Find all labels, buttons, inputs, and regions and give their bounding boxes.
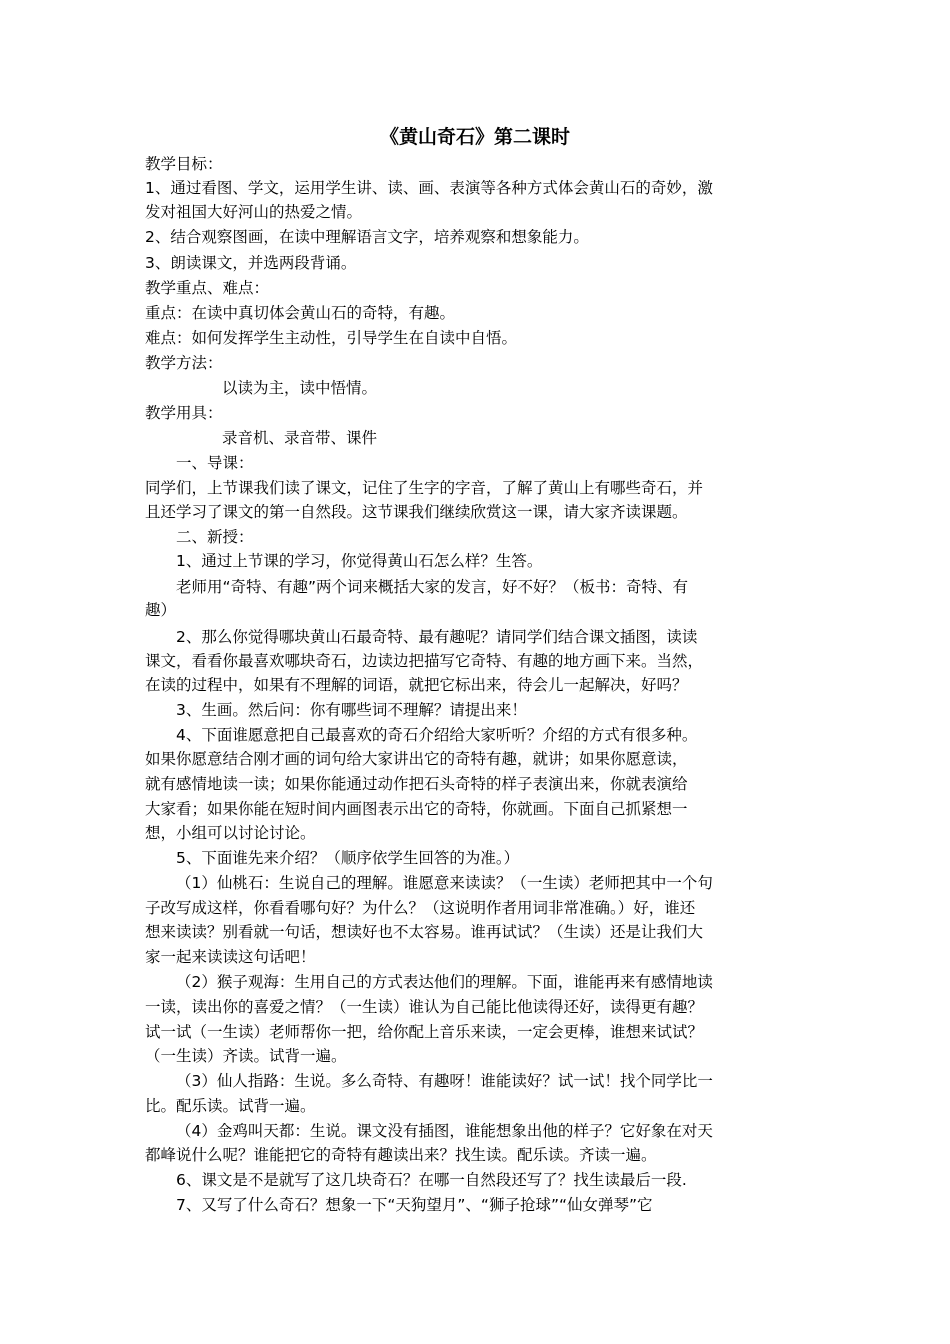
paragraph-line: 老师用“奇特、有趣”两个词来概括大家的发言，好不好？（板书：奇特、有 <box>176 578 689 596</box>
paragraph-line: 在读的过程中，如果有不理解的词语，就把它标出来，待会儿一起解决，好吗？ <box>145 676 688 694</box>
paragraph-line: 想来读读？别看就一句话，想读好也不太容易。谁再试试？（生读）还是让我们大 <box>145 923 704 941</box>
heading-teaching-tools: 教学用具： <box>145 404 223 422</box>
heading-teaching-method: 教学方法： <box>145 354 223 372</box>
paragraph-line: 1、通过看图、学文，运用学生讲、读、画、表演等各种方式体会黄山石的奇妙，激 <box>145 179 713 197</box>
paragraph-line: 3、生画。然后问：你有哪些词不理解？请提出来！ <box>176 701 527 719</box>
paragraph-line: 就有感情地读一读；如果你能通过动作把石头奇特的样子表演出来，你就表演给 <box>145 775 688 793</box>
paragraph-line: 难点：如何发挥学生主动性，引导学生在自读中自悟。 <box>145 329 518 347</box>
paragraph-line: 7、又写了什么奇石？想象一下“天狗望月”、“狮子抢球”“仙女弹琴”它 <box>176 1196 653 1214</box>
paragraph-line: （4）金鸡叫天都：生说。课文没有插图，谁能想象出他的样子？它好象在对天 <box>176 1122 713 1140</box>
paragraph-line: 录音机、录音带、课件 <box>222 429 378 447</box>
paragraph-line: 一读，读出你的喜爱之情？（一生读）谁认为自己能比他读得还好，读得更有趣？ <box>145 998 704 1016</box>
paragraph-line: （3）仙人指路：生说。多么奇特、有趣呀！谁能读好？试一试！找个同学比一 <box>176 1072 713 1090</box>
paragraph-line: 以读为主，读中悟情。 <box>222 379 378 397</box>
paragraph-line: 子改写成这样，你看看哪句好？为什么？（这说明作者用词非常准确。）好，谁还 <box>145 899 696 917</box>
paragraph-line: 课文，看看你最喜欢哪块奇石，边读边把描写它奇特、有趣的地方画下来。当然， <box>145 652 704 670</box>
paragraph-line: 1、通过上节课的学习，你觉得黄山石怎么样？生答。 <box>176 552 543 570</box>
paragraph-line: 想，小组可以讨论讨论。 <box>145 824 316 842</box>
paragraph-line: 4、下面谁愿意把自己最喜欢的奇石介绍给大家听听？介绍的方式有很多种。 <box>176 726 698 744</box>
paragraph-line: 趣） <box>145 601 177 619</box>
paragraph-line: 大家看；如果你能在短时间内画图表示出它的奇特，你就画。下面自己抓紧想一 <box>145 800 688 818</box>
paragraph-line: 同学们，上节课我们读了课文，记住了生字的字音，了解了黄山上有哪些奇石，并 <box>145 479 704 497</box>
paragraph-line: 如果你愿意结合刚才画的词句给大家讲出它的奇特有趣，就讲；如果你愿意读， <box>145 750 688 768</box>
section-heading-new-lesson: 二、新授： <box>176 528 254 546</box>
paragraph-line: 5、下面谁先来介绍？（顺序依学生回答的为准。） <box>176 849 520 867</box>
heading-teaching-goals: 教学目标： <box>145 155 223 173</box>
paragraph-line: 发对祖国大好河山的热爱之情。 <box>145 203 363 221</box>
paragraph-line: 比。配乐读。试背一遍。 <box>145 1097 316 1115</box>
document-title: 《黄山奇石》第二课时 <box>379 126 570 148</box>
paragraph-line: 6、课文是不是就写了这几块奇石？在哪一自然段还写了？找生读最后一段. <box>176 1171 687 1189</box>
heading-key-points: 教学重点、难点： <box>145 279 270 297</box>
paragraph-line: （1）仙桃石：生说自己的理解。谁愿意来读读？（一生读）老师把其中一个句 <box>176 874 713 892</box>
paragraph-line: 且还学习了课文的第一自然段。这节课我们继续欣赏这一课，请大家齐读课题。 <box>145 503 688 521</box>
paragraph-line: 2、那么你觉得哪块黄山石最奇特、最有趣呢？请同学们结合课文插图，读读 <box>176 628 698 646</box>
paragraph-line: （一生读）齐读。试背一遍。 <box>145 1047 347 1065</box>
paragraph-line: （2）猴子观海：生用自己的方式表达他们的理解。下面，谁能再来有感情地读 <box>176 973 713 991</box>
paragraph-line: 重点：在读中真切体会黄山石的奇特，有趣。 <box>145 304 456 322</box>
section-heading-intro: 一、导课： <box>176 454 254 472</box>
paragraph-line: 2、结合观察图画，在读中理解语言文字，培养观察和想象能力。 <box>145 228 589 246</box>
paragraph-line: 都峰说什么呢？谁能把它的奇特有趣读出来？找生读。配乐读。齐读一遍。 <box>145 1146 657 1164</box>
paragraph-line: 试一试（一生读）老师帮你一把，给你配上音乐来读，一定会更棒，谁想来试试？ <box>145 1023 704 1041</box>
paragraph-line: 家一起来读读这句话吧！ <box>145 948 316 966</box>
paragraph-line: 3、朗读课文，并选两段背诵。 <box>145 254 357 272</box>
